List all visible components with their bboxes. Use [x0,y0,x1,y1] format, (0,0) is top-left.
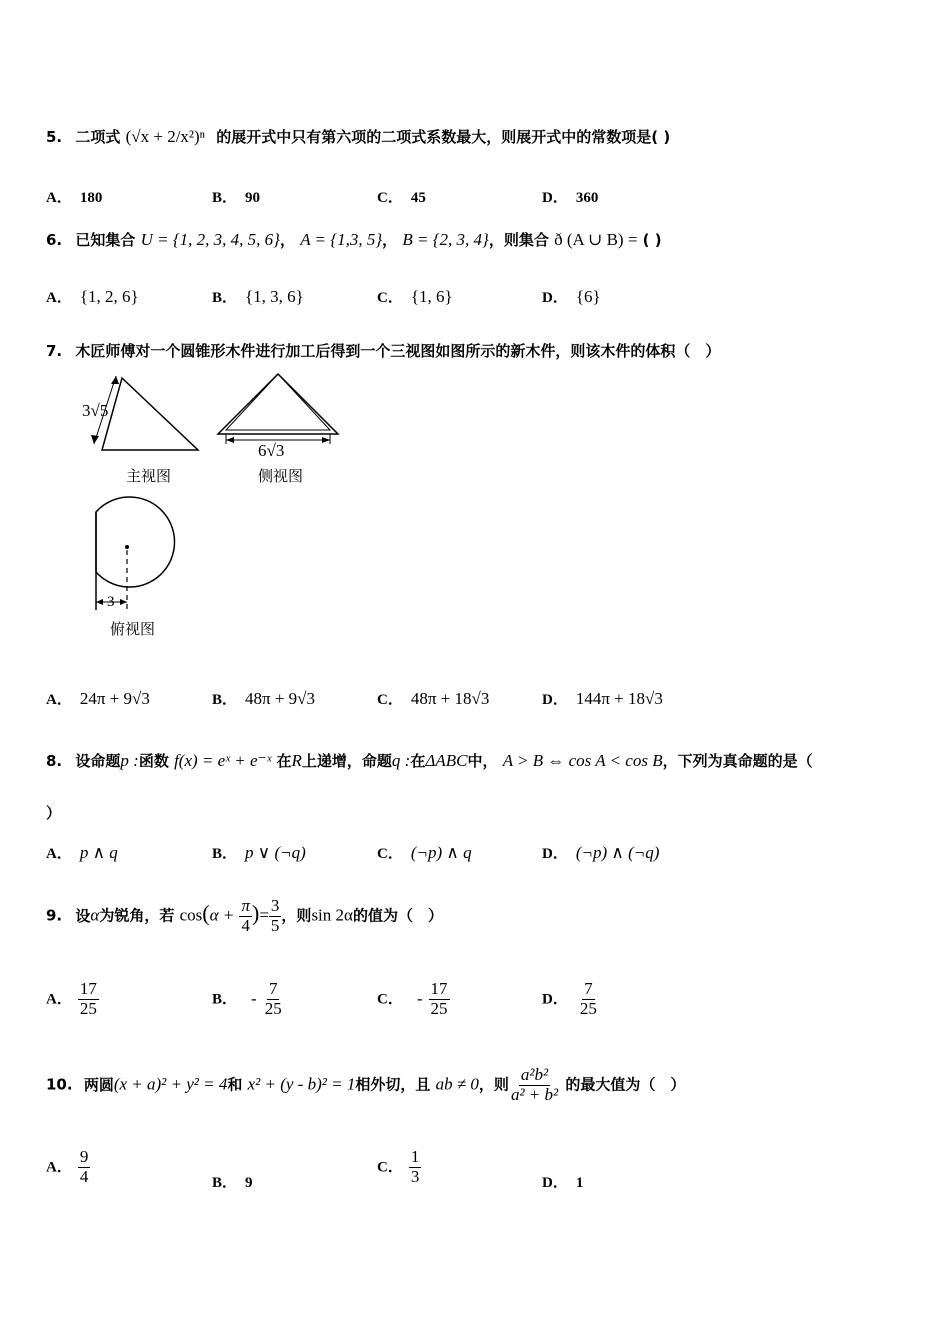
front-view-label: 3√5 [82,401,109,420]
question-lead: 两圆 [83,1075,114,1094]
option-d[interactable]: D． 360 [542,190,599,206]
question-10: 10. 两圆(x + a)² + y² = 4和 x² + (y - b)² = 1相外切，且 ab ≠ 0，则 $\frac{\text{a²b²}}{\text{a² + b²}}$ 的最大值为（ ） [46,1065,686,1104]
separator: ， [382,231,398,249]
complement-expression: ð (A ∪ B) = [554,230,638,249]
option-c[interactable]: C． 45 [377,190,426,206]
question-number: 10. [46,1075,73,1094]
question-number: 9. [46,906,63,925]
top-view-circle [96,497,175,587]
proposition-p: p : [120,751,139,770]
question-8-close: ） [46,804,62,822]
triangle-abc: ΔABC [425,751,468,770]
front-view-caption: 主视图 [126,467,172,485]
option-d[interactable]: D． 144π + 18√3 [542,689,663,708]
top-view-label: 3 [107,594,115,610]
question-5 [46,126,670,147]
front-view-triangle [102,378,198,450]
front-view-figure [80,370,210,460]
proposition-q: q : [391,751,411,770]
question-7 [46,340,720,361]
option-a[interactable]: A． {1, 2, 6} [46,287,139,306]
three-fifths: $\frac{3}{5}$ [270,896,280,935]
arrow-head [120,599,127,605]
set-a: A = {1,3, 5} [300,230,383,249]
set-b: B = {2, 3, 4} [402,230,489,249]
arrow-head [91,435,99,444]
sin-expression: sin 2α [311,905,353,925]
function-expression: f(x) = eˣ + e⁻ˣ [174,751,272,770]
question-number: 7. [46,342,63,360]
option-b[interactable]: B． {1, 3, 6} [212,287,304,306]
option-a[interactable]: A． $\frac{17}{25}$ [46,979,97,1018]
question-number: 8. [46,752,63,770]
target-fraction: $\frac{\text{a²b²}}{\text{a² + b²}}$ [510,1065,559,1104]
answer-paren: ( ) [642,231,662,249]
side-view-inner-triangle [226,374,330,430]
option-a[interactable]: A． p ∧ q [46,843,118,862]
condition-expression: ab ≠ 0 [435,1074,479,1094]
option-a[interactable]: A． 180 [46,190,103,206]
question-tail: ，则集合 [488,231,549,249]
arrow-head [322,437,330,443]
question-9: 9. 设α为锐角，若 cos(α + $\frac{\pi}{4}$ )= $\frac{3}{5}$ ，则sin 2α的值为（ ） [46,896,443,935]
top-view-caption: 俯视图 [110,620,156,638]
option-c[interactable]: C． (¬p) ∧ q [377,843,472,862]
question-number: 5. [46,128,63,146]
option-c[interactable]: C． {1, 6} [377,287,453,306]
question-lead: 设命题 [75,752,121,770]
pi-over-four: $\frac{\pi}{4}$ [241,896,250,935]
arrow-head [226,437,234,443]
question-lead: 已知集合 [75,231,136,249]
question-text: 的展开式中只有第六项的二项式系数最大，则展开式中的常数项是( ) [216,128,671,146]
question-lead: 二项式 [75,128,121,146]
side-view-caption: 侧视图 [258,467,304,485]
side-view-label: 6√3 [258,441,285,460]
circle-1-equation: (x + a)² + y² = 4 [113,1074,228,1094]
option-c[interactable]: C． $\frac{1}{3}$ [377,1147,420,1186]
question-lead: 设 [75,906,91,925]
option-b[interactable]: B． - $\frac{7}{25}$ [212,979,282,1018]
arrow-head [111,376,119,384]
question-number: 6. [46,231,63,249]
center-point [125,545,129,549]
option-d[interactable]: D． {6} [542,287,601,306]
option-d[interactable]: D． 1 [542,1175,584,1191]
side-view-outer-triangle [218,374,338,434]
option-d[interactable]: D． (¬p) ∧ (¬q) [542,843,660,862]
question-8: 8. 设命题p :函数 f(x) = eˣ + e⁻ˣ 在R上递增，命题q :在ΔABC中， A > B ⇔ cos A < cos B，下列为真命题的是（ [46,751,813,770]
condition-expression: A > B ⇔ cos A < cos B [502,751,663,770]
side-view-figure [214,370,344,460]
binomial-expression: (√x + 2/x²)ⁿ [125,127,206,146]
option-b[interactable]: B． p ∨ (¬q) [212,843,306,862]
option-c[interactable]: C． 48π + 18√3 [377,689,490,708]
option-a[interactable]: A． 24π + 9√3 [46,689,150,708]
top-view-figure [86,492,196,617]
set-u: U = {1, 2, 3, 4, 5, 6} [140,230,280,249]
option-b[interactable]: B． 48π + 9√3 [212,689,316,708]
question-6 [46,229,662,250]
option-b[interactable]: B． 9 [212,1175,253,1191]
option-a[interactable]: A． $\frac{9}{4}$ [46,1147,89,1186]
arrow-head [96,599,103,605]
separator: ， [279,231,295,249]
cos-label: cos [179,905,203,925]
option-b[interactable]: B． 90 [212,190,261,206]
option-d[interactable]: D． $\frac{7}{25}$ [542,979,597,1018]
circle-2-equation: x² + (y - b)² = 1 [247,1074,356,1094]
option-c[interactable]: C． - $\frac{17}{25}$ [377,979,448,1018]
question-text: 木匠师傅对一个圆锥形木件进行加工后得到一个三视图如图所示的新木件，则该木件的体积（ ） [75,342,721,360]
